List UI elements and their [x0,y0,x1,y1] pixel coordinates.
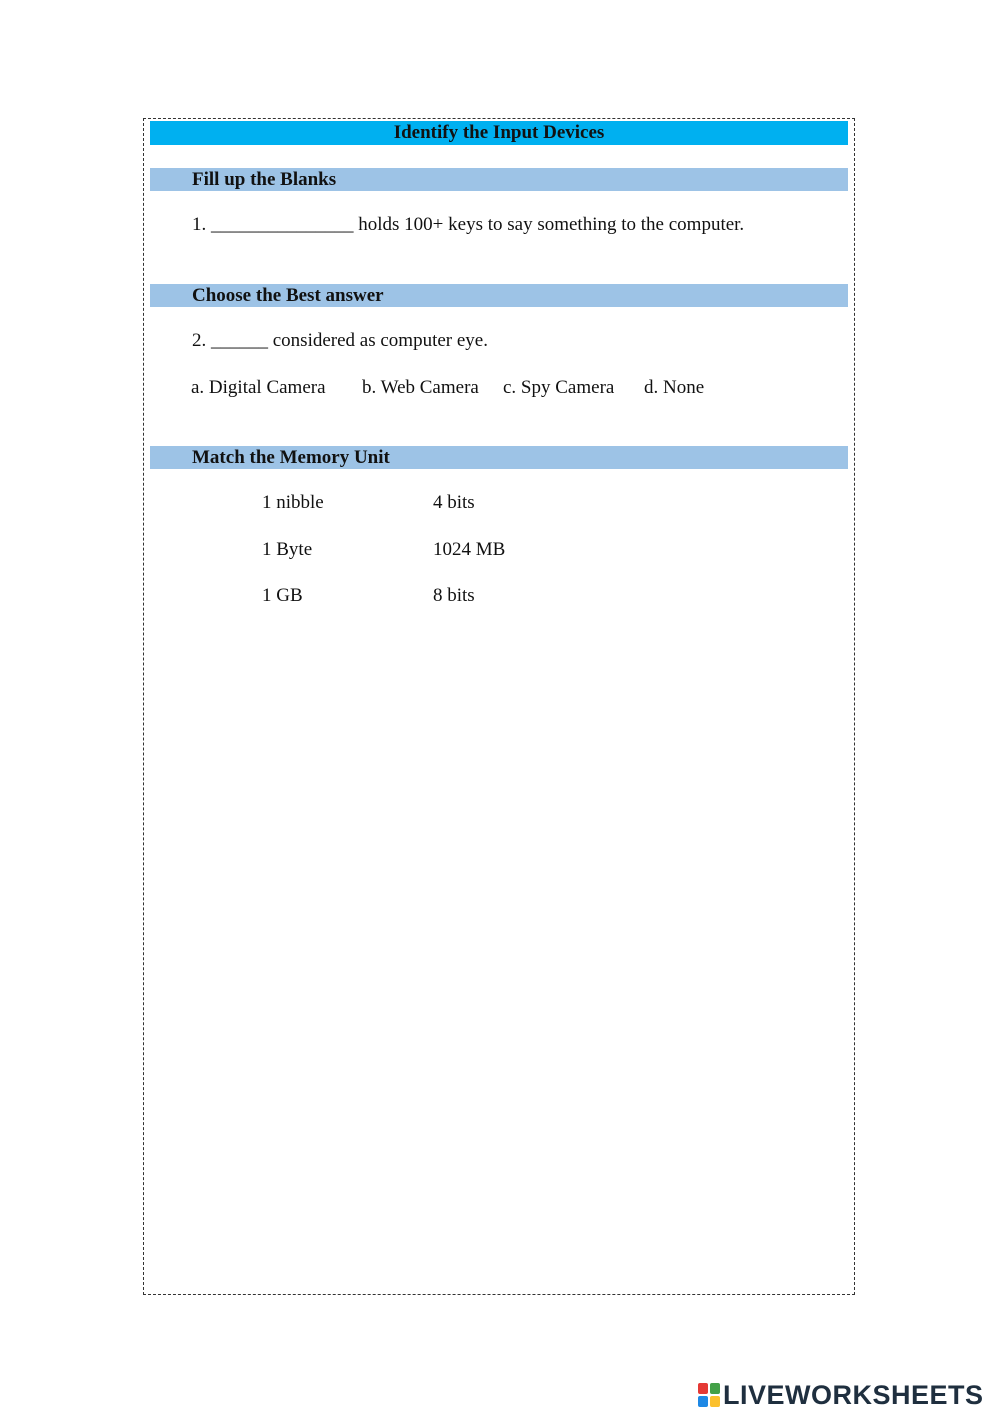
option-c[interactable]: c. Spy Camera [503,377,615,398]
option-b[interactable]: b. Web Camera [362,377,479,398]
section-heading-choose: Choose the Best answer [150,284,848,307]
match-left-3[interactable]: 1 GB [262,585,303,606]
brand-name: LIVEWORKSHEETS [723,1379,984,1410]
liveworksheets-logo-icon [698,1383,720,1407]
option-d[interactable]: d. None [644,377,705,398]
option-a[interactable]: a. Digital Camera [191,377,326,398]
match-left-1[interactable]: 1 nibble [262,492,324,513]
match-right-3[interactable]: 8 bits [433,585,475,606]
liveworksheets-logo [698,1380,984,1410]
question-2[interactable]: 2. ______ considered as computer eye. [192,330,488,351]
question-1[interactable]: 1. _______________ holds 100+ keys to say something to the computer. [192,214,745,235]
section-heading-fill: Fill up the Blanks [150,168,848,191]
section-heading-match: Match the Memory Unit [150,446,848,469]
match-left-2[interactable]: 1 Byte [262,539,313,560]
match-right-1[interactable]: 4 bits [433,492,475,513]
match-right-2[interactable]: 1024 MB [433,539,506,560]
worksheet-title: Identify the Input Devices [150,121,848,145]
